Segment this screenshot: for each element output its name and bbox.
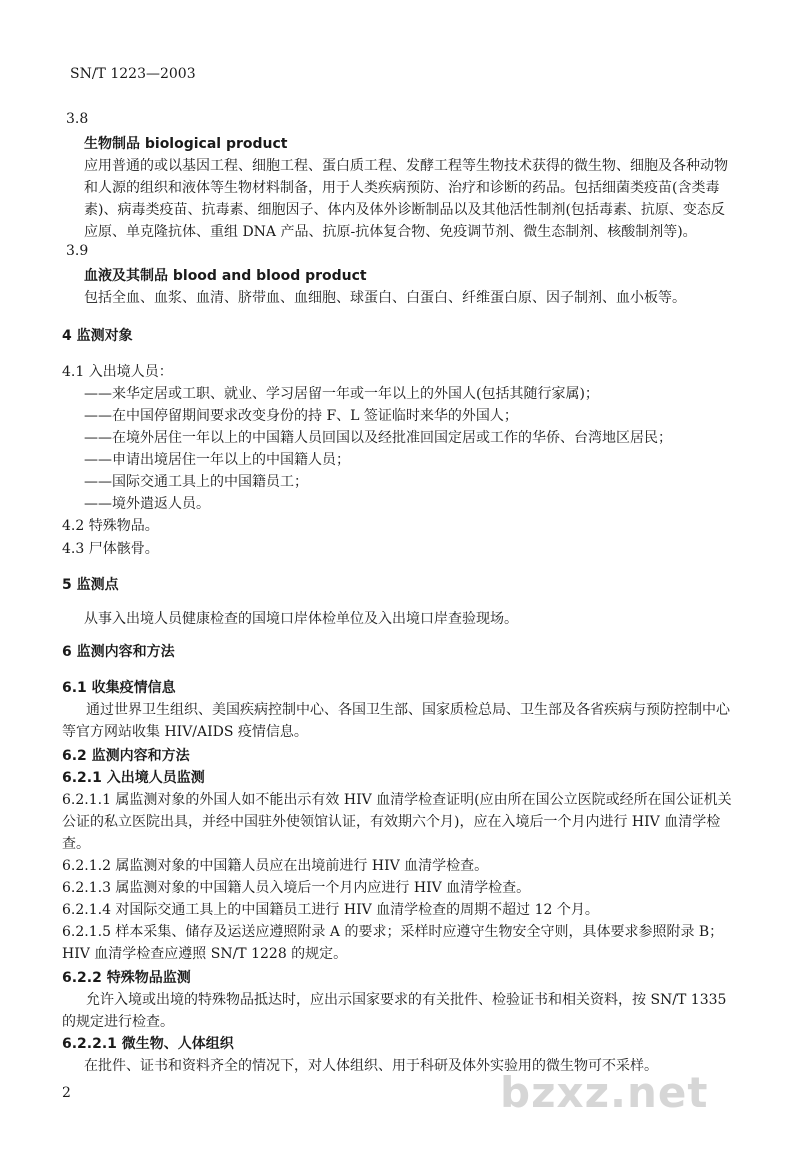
clause-6-2-heading: 6.2 监测内容和方法 bbox=[62, 748, 190, 764]
section-4-heading: 4 监测对象 bbox=[62, 328, 133, 344]
clause-3-8-number: 3.8 bbox=[66, 111, 89, 127]
clause-3-8-term: 生物制品 biological product bbox=[84, 136, 288, 152]
standard-number: SN/T 1223—2003 bbox=[70, 66, 196, 82]
clause-6-2-2-1-heading: 6.2.2.1 微生物、人体组织 bbox=[62, 1036, 234, 1052]
list-item: ——在境外居住一年以上的中国籍人员回国以及经批准回国定居或工作的华侨、台湾地区居民； bbox=[84, 430, 672, 446]
clause-6-1-heading: 6.1 收集疫情信息 bbox=[62, 680, 176, 696]
clause-6-2-2-heading: 6.2.2 特殊物品监测 bbox=[62, 970, 191, 986]
clause-6-2-1-4: 6.2.1.4 对国际交通工具上的中国籍员工进行 HIV 血清学检查的周期不超过 12 个月。 bbox=[62, 902, 599, 918]
section-6-heading: 6 监测内容和方法 bbox=[62, 644, 175, 660]
watermark-logo: bzxz.net bbox=[500, 1068, 709, 1117]
section-5-text: 从事入出境人员健康检查的国境口岸体检单位及入出境口岸查验现场。 bbox=[84, 611, 518, 627]
clause-3-9-definition: 包括全血、血浆、血清、脐带血、血细胞、球蛋白、白蛋白、纤维蛋白原、因子制剂、血小板等。 bbox=[84, 290, 686, 306]
clause-6-2-1-heading: 6.2.1 入出境人员监测 bbox=[62, 770, 205, 786]
clause-6-2-1-3: 6.2.1.3 属监测对象的中国籍人员入境后一个月内应进行 HIV 血清学检查。 bbox=[62, 880, 531, 896]
clause-3-8-definition: 应用普通的或以基因工程、细胞工程、蛋白质工程、发酵工程等生物技术获得的微生物、细胞及各种动物和人源的组织和液体等生物材料制备，用于人类疾病预防、治疗和诊断的药品。包括细菌类疫苗(含类毒素)、病毒类疫苗、抗毒素、细胞因子、体内及体外诊断制品以及其他活性制剂(包括毒素、抗原、变态反应原、单克隆抗体、重组 DNA 产品、抗原-抗体复合物、免疫调节剂、微生态制剂、核酸制剂等)。 bbox=[84, 158, 728, 240]
list-item: ——在中国停留期间要求改变身份的持 F、L 签证临时来华的外国人； bbox=[84, 408, 518, 424]
clause-4-1: 4.1 入出境人员： bbox=[62, 364, 173, 380]
clause-3-9-number: 3.9 bbox=[66, 243, 89, 259]
clause-6-2-1-5: 6.2.1.5 样本采集、储存及运送应遵照附录 A 的要求；采样时应遵守生物安全守则，具体要求参照附录 B；HIV 血清学检查应遵照 SN/T 1228 的规定。 bbox=[62, 924, 724, 962]
clause-6-2-1-1: 6.2.1.1 属监测对象的外国人如不能出示有效 HIV 血清学检查证明(应由所在国公立医院或经所在国公证机关公证的私立医院出具，并经中国驻外使领馆认证，有效期六个月)，应在入境后一个月内进行 HIV 血清学检查。 bbox=[62, 792, 732, 852]
list-item: ——境外遣返人员。 bbox=[84, 496, 210, 512]
clause-4-3: 4.3 尸体骸骨。 bbox=[62, 541, 159, 557]
clause-3-9-term: 血液及其制品 blood and blood product bbox=[84, 268, 367, 284]
page-number: 2 bbox=[62, 1085, 71, 1101]
list-item: ——来华定居或工职、就业、学习居留一年或一年以上的外国人(包括其随行家属)； bbox=[84, 386, 599, 402]
list-item: ——国际交通工具上的中国籍员工； bbox=[84, 474, 308, 490]
clause-6-2-2-1-text: 在批件、证书和资料齐全的情况下，对人体组织、用于科研及体外实验用的微生物可不采样。 bbox=[84, 1058, 658, 1074]
list-item: ——申请出境居住一年以上的中国籍人员； bbox=[84, 452, 350, 468]
clause-6-2-2-text: 允许入境或出境的特殊物品抵达时，应出示国家要求的有关批件、检验证书和相关资料，按 SN/T 1335 的规定进行检查。 bbox=[62, 992, 727, 1030]
section-5-heading: 5 监测点 bbox=[62, 577, 119, 593]
clause-6-2-1-2: 6.2.1.2 属监测对象的中国籍人员应在出境前进行 HIV 血清学检查。 bbox=[62, 858, 489, 874]
clause-6-1-text: 通过世界卫生组织、美国疾病控制中心、各国卫生部、国家质检总局、卫生部及各省疾病与预防控制中心等官方网站收集 HIV/AIDS 疫情信息。 bbox=[62, 702, 730, 740]
clause-4-2: 4.2 特殊物品。 bbox=[62, 518, 159, 534]
